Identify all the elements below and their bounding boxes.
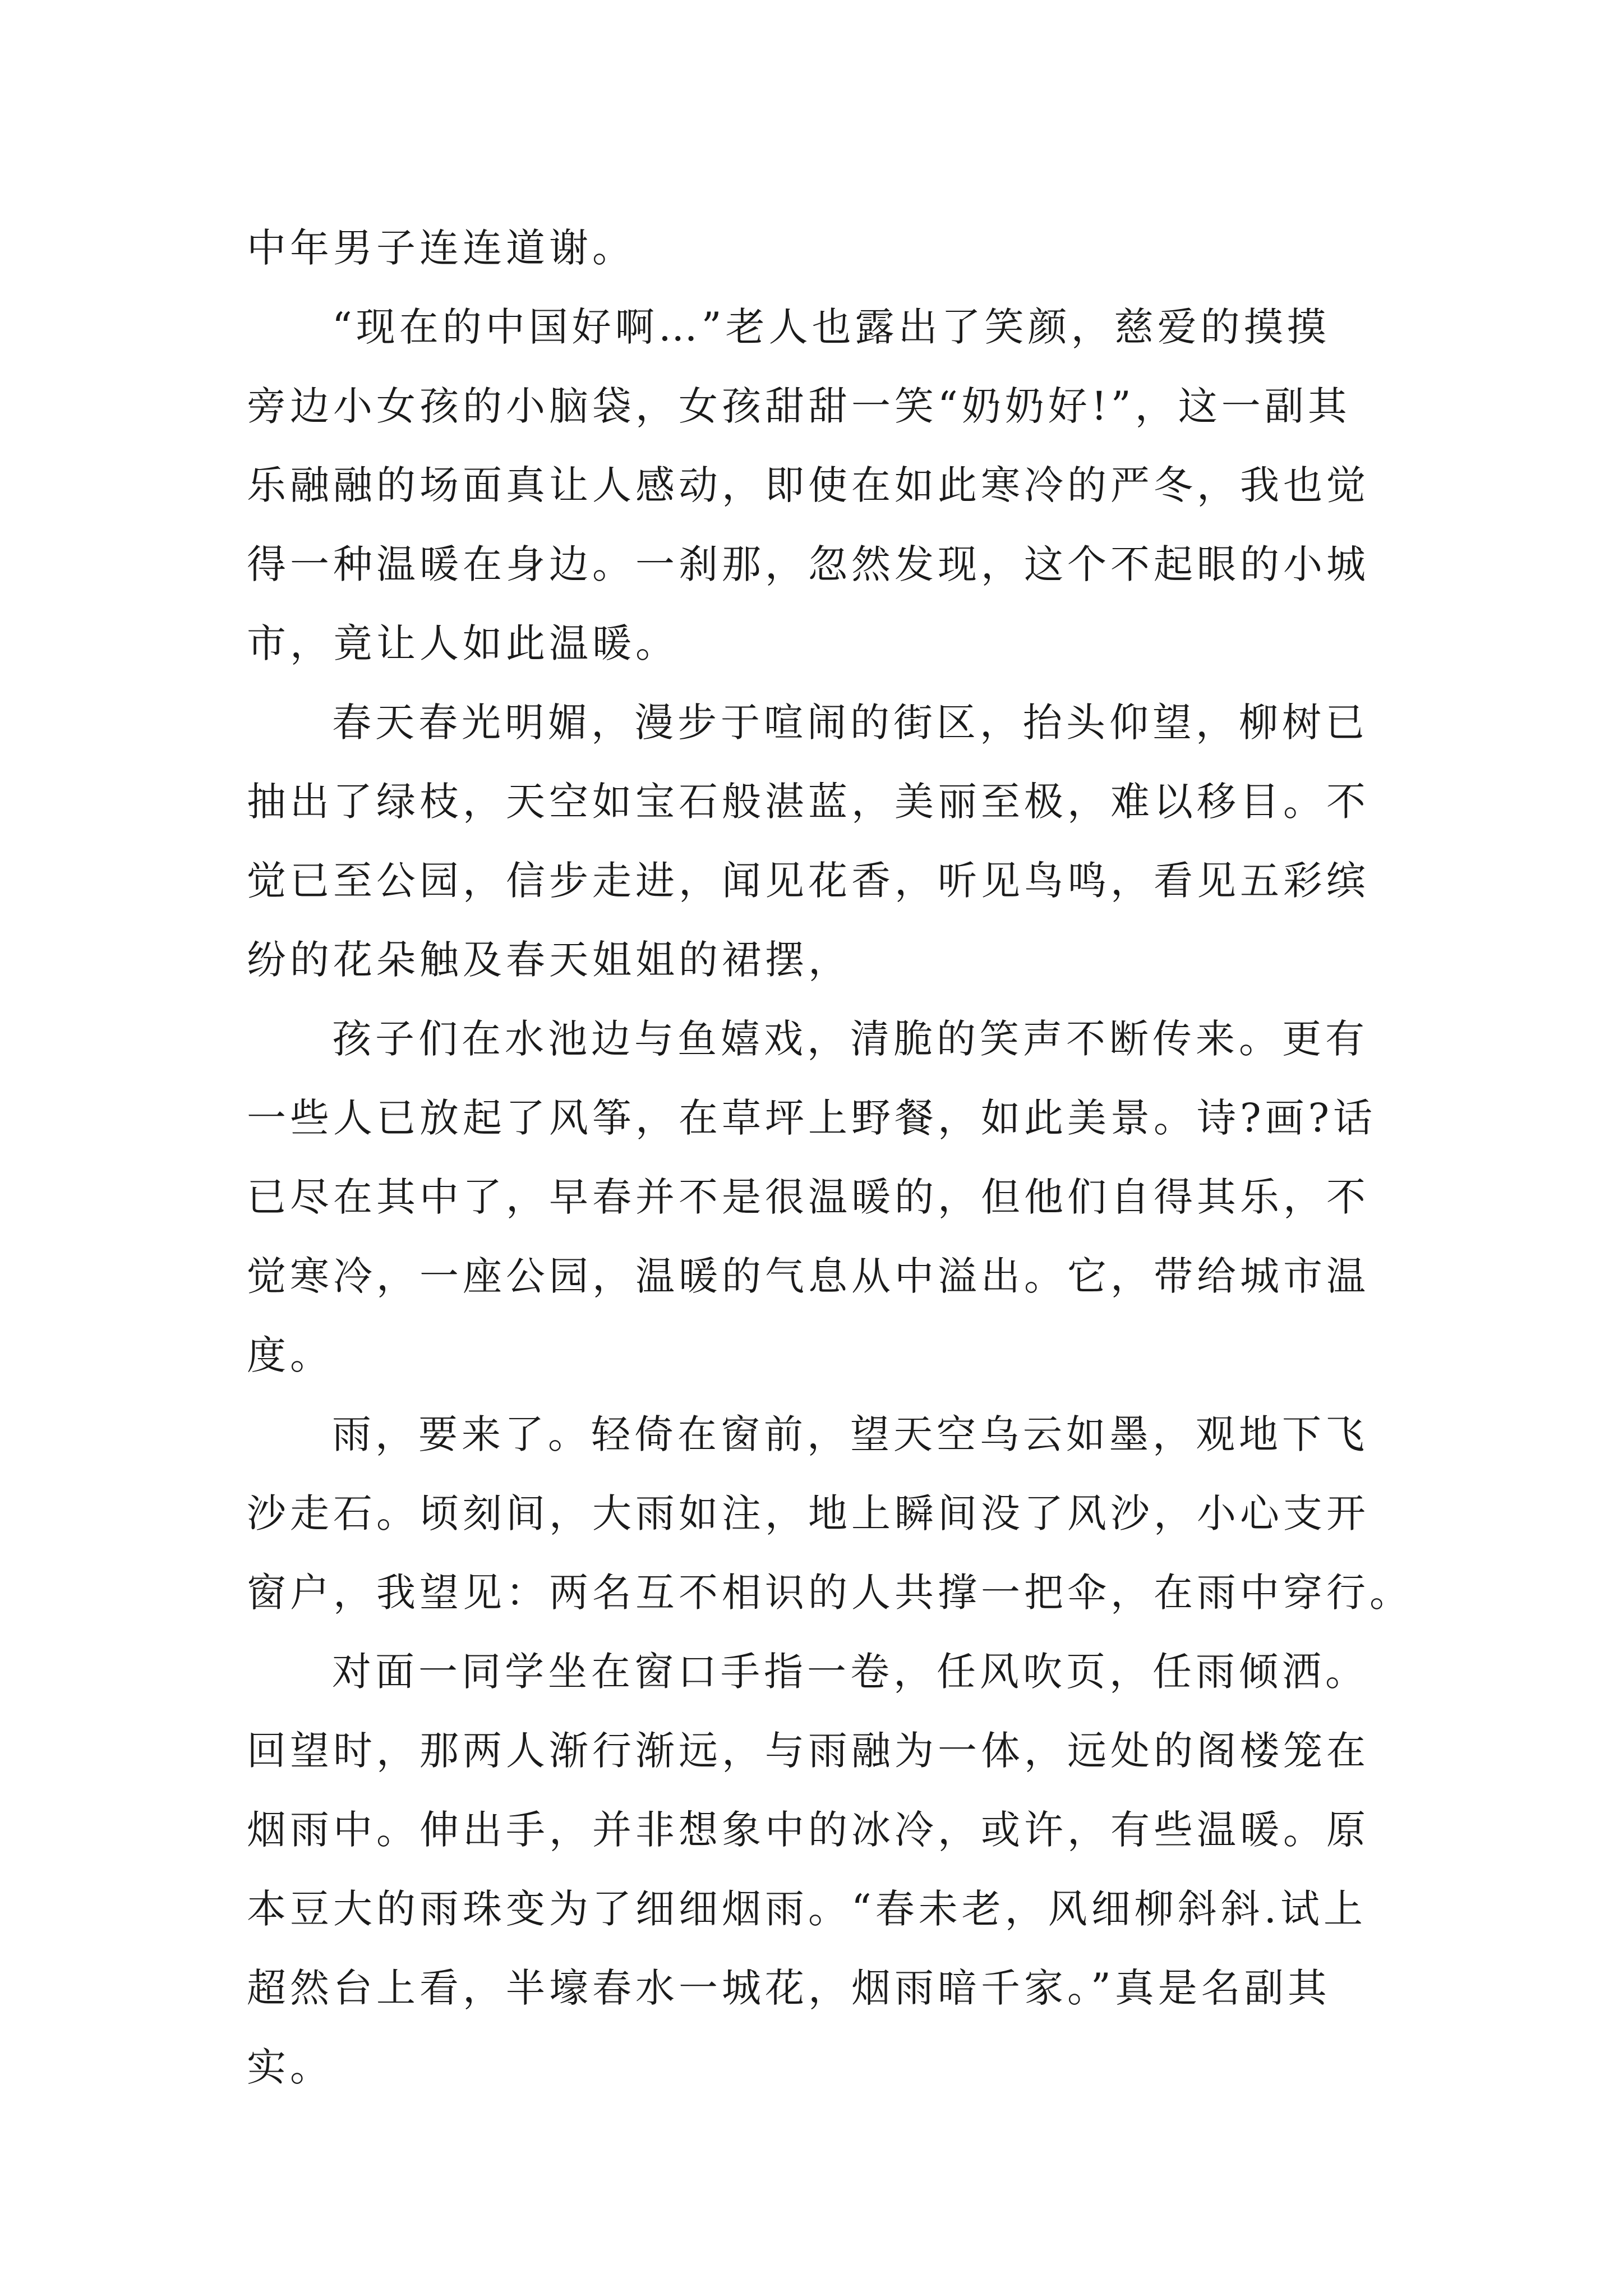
text-line: 市，竟让人如此温暖。 xyxy=(247,620,679,666)
text-line: 春天春光明媚，漫步于喧闹的街区，抬头仰望，柳树已 xyxy=(332,700,1368,746)
paragraph-1 xyxy=(247,209,1374,288)
text-line: 乐融融的场面真让人感动，即使在如此寒冷的严冬，我也觉 xyxy=(247,462,1370,508)
text-line: 觉已至公园，信步走进，闻见花香，听见鸟鸣，看见五彩缤 xyxy=(247,858,1370,904)
text-line: 烟雨中。伸出手，并非想象中的冰冷，或许，有些温暖。原 xyxy=(247,1807,1370,1853)
paragraph-4 xyxy=(247,1000,1377,1395)
text-line: 一些人已放起了风筝，在草坪上野餐，如此美景。诗?画?话 xyxy=(247,1095,1377,1141)
paragraph-3 xyxy=(247,683,1374,1000)
essay-body xyxy=(247,209,1413,2107)
text-line: 抽出了绿枝，天空如宝石般湛蓝，美丽至极，难以移目。不 xyxy=(247,779,1370,825)
text-line: 已尽在其中了，早春并不是很温暖的，但他们自得其乐，不 xyxy=(247,1174,1370,1220)
text-line: 旁边小女孩的小脑袋，女孩甜甜一笑“奶奶好!”，这一副其 xyxy=(247,383,1351,429)
text-line: 得一种温暖在身边。一刹那，忽然发现，这个不起眼的小城 xyxy=(247,541,1370,587)
text-line: 沙走石。顷刻间，大雨如注，地上瞬间没了风沙，小心支开 xyxy=(247,1490,1370,1536)
text-line: 孩子们在水池边与鱼嬉戏，清脆的笑声不断传来。更有 xyxy=(332,1016,1368,1062)
paragraph-6 xyxy=(247,1632,1374,2107)
text-line: 纷的花朵触及春天姐姐的裙摆， xyxy=(247,937,851,983)
text-line: 度。 xyxy=(247,1332,333,1378)
text-line: “现在的中国好啊…”老人也露出了笑颜，慈爱的摸摸 xyxy=(332,304,1330,350)
text-line: 雨，要来了。轻倚在窗前，望天空乌云如墨，观地下飞 xyxy=(332,1411,1368,1457)
text-line: 觉寒冷，一座公园，温暖的气息从中溢出。它，带给城市温 xyxy=(247,1253,1370,1299)
text-line: 中年男子连连道谢。 xyxy=(247,225,635,271)
text-line: 窗户，我望见：两名互不相识的人共撑一把伞，在雨中穿行。 xyxy=(247,1570,1413,1616)
text-line: 回望时，那两人渐行渐远，与雨融为一体，远处的阁楼笼在 xyxy=(247,1728,1370,1774)
text-line: 超然台上看，半壕春水一城花，烟雨暗千家。”真是名副其 xyxy=(247,1965,1331,2011)
text-line: 本豆大的雨珠变为了细细烟雨。“春未老，风细柳斜斜.试上 xyxy=(247,1886,1367,1932)
text-line: 实。 xyxy=(247,2044,333,2090)
text-line: 对面一同学坐在窗口手指一卷，任风吹页，任雨倾洒。 xyxy=(332,1649,1368,1695)
paragraph-2 xyxy=(247,288,1374,683)
paragraph-5 xyxy=(247,1395,1413,1632)
